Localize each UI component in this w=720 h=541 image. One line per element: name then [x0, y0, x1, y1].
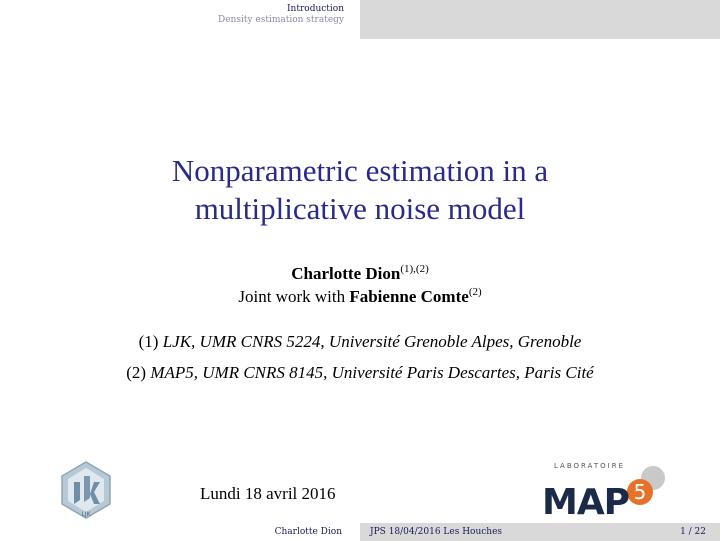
title-line-1: Nonparametric estimation in a — [171, 153, 549, 188]
affiliation-2-num: (2) — [126, 363, 151, 382]
affiliation-2-text: MAP5, UMR CNRS 8145, Université Paris Descartes, Paris Cité — [150, 363, 594, 382]
joint-work-line — [160, 285, 560, 308]
map5-number: 5 — [633, 480, 647, 504]
joint-prefix: Joint work with — [238, 287, 350, 306]
affiliations — [40, 326, 680, 388]
coauthor-name: Fabienne Comte — [349, 287, 469, 306]
affiliation-2 — [40, 357, 680, 388]
slide-title — [60, 152, 660, 228]
footline-bar — [0, 523, 720, 541]
footer-event: JPS 18/04/2016 Les Houches — [370, 527, 503, 537]
nav-subsection-link[interactable]: Density estimation strategy — [218, 15, 344, 25]
author-name: Charlotte Dion — [291, 264, 401, 283]
headline-bar — [0, 0, 720, 39]
map5-logo — [538, 462, 668, 520]
affiliation-1-text: LJK, UMR CNRS 5224, Université Grenoble Alpes, Grenoble — [162, 332, 582, 351]
author-affil-sup: (1),(2) — [400, 263, 429, 275]
presentation-date: Lundi 18 avril 2016 — [200, 484, 336, 503]
author-block — [160, 262, 560, 308]
coauthor-affil-sup: (2) — [468, 286, 482, 298]
ljk-logo-text: LJK — [81, 511, 91, 518]
footer-page-number: 1 / 22 — [680, 527, 706, 537]
headline-nav — [0, 0, 360, 39]
footer-author: Charlotte Dion — [0, 523, 360, 541]
footer-right — [360, 523, 720, 541]
affiliation-1 — [40, 326, 680, 357]
author-line — [160, 262, 560, 285]
title-line-2: multiplicative noise model — [194, 191, 526, 226]
nav-section-link[interactable]: Introduction — [287, 4, 344, 14]
ljk-logo — [60, 460, 112, 520]
map5-caption: LABORATOIRE — [554, 462, 625, 470]
affiliation-1-num: (1) — [138, 332, 163, 351]
headline-right-panel — [360, 0, 720, 39]
map5-text: MAP — [542, 482, 630, 520]
